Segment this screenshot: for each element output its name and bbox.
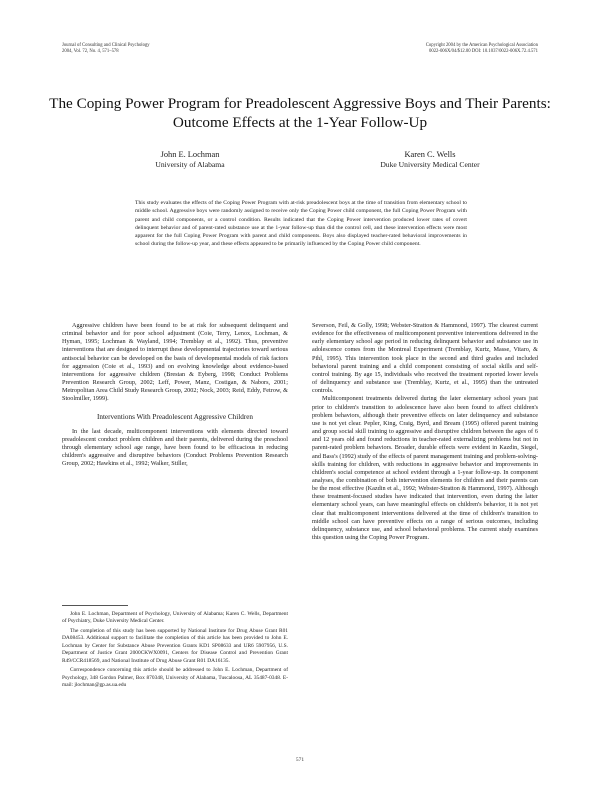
body-paragraph: Severson, Feil, & Golly, 1998; Webster-Stratton & Hammond, 1997). The clearest current evidence for the effectiveness of multicomponent preventive interventions delivered in the early elementary school age period in reducing delinquent behavior and substance use in adolescence comes from the Montreal Experiment (Tremblay, Kurtz, Masse, Vitaro, & Pihl, 1995). This intervention took place in the second and third grades and included behavioral parent training and a child component consisting of social skills and self-control training. By age 15, individuals who received the treatment reported lower levels of delinquency and substance use (Tremblay, Kurtz, et al., 1995) than the untreated controls. bbox=[312, 322, 538, 395]
author-name: John E. Lochman bbox=[160, 150, 220, 159]
footnotes bbox=[62, 605, 288, 692]
author-1 bbox=[120, 150, 260, 170]
paper-title: The Coping Power Program for Preadolescent Aggressive Boys and Their Parents: Outcome Effects at the 1-Year Follow-Up bbox=[49, 95, 551, 131]
page-number: 571 bbox=[295, 757, 305, 763]
journal-volume: 2004, Vol. 72, No. 4, 571–578 bbox=[62, 49, 119, 54]
footnote-funding: The completion of this study has been supported by National Institute for Drug Abuse Grant R01 DA08453. Additional support to facilitate the completion of this article has been provided to John E. Lochman by Center for Substance Abuse Prevention Grants KD1 SP08633 and UR6 5907956, U.S. Department of Justice Grant 2000CKWX0091, Centers for Disease Control and Prevention Grant R49/CCR418569, and National Institute of Drug Abuse Grant R01 DA16135. bbox=[62, 627, 288, 664]
author-2 bbox=[350, 150, 510, 170]
right-column bbox=[312, 322, 538, 542]
footnote-correspondence: Correspondence concerning this article should be addressed to John E. Lochman, Department of Psychology, 348 Gordon Palmer, Box 870348, University of Alabama, Tuscaloosa, AL 35487-0348. E-mail: jlochman@gp.as.ua.edu bbox=[62, 667, 288, 689]
running-header-right bbox=[426, 43, 538, 55]
footnote-rule bbox=[62, 605, 128, 606]
doi-line: 0022-006X/04/$12.00 DOI: 10.1037/0022-006X.72.4.571 bbox=[429, 49, 538, 54]
body-paragraph: Multicomponent treatments delivered during the later elementary school years just prior to children's transition to adolescence have also been found to affect children's problem behaviors, although their preventive effects on later delinquency and substance use is not yet clear. Pepler, King, Craig, Byrd, and Bream (1995) offered parent training and group social skill training to aggressive and disruptive children between the ages of 6 and 12 years old and found reductions in teacher-rated externalizing problems but not in parent-rated problem behaviors. Broader, durable effects were evident in Kazdin, Siegel, and Bass's (1992) study of the effects of parent management training and problem-solving-skills training for children, with reductions in aggressive behavior and improvements in children's social competence at school evident through a 1-year follow-up. In component analyses, the combination of both intervention elements for children and their parents can be the most effective (Kazdin et al., 1992; Webster-Stratton & Hammond, 1997). Although these treatment-focused studies have indicated that intervention, even during the latter elementary school years, can have meaningful effects on children's behavior, it is not yet clear that multicomponent interventions delivered at the time of children's transition to middle school can have preventive effects on a range of serious outcomes, including delinquency, substance use, and school behavioral problems. The current study examines this question using the Coping Power Program. bbox=[312, 395, 538, 542]
abstract: This study evaluates the effects of the Coping Power Program with at-risk preadolescent boys at the time of transition from elementary school to middle school. Aggressive boys were randomly assigned to receive only the Coping Power child component, the full Coping Power Program with parent and child components, or a control condition. Results indicated that the Coping Power intervention produced lower rates of covert delinquent behavior and of parent-rated substance use at the 1-year follow-up than did the control cell, and these intervention effects were most apparent for the full Coping Power Program with parent and child components. Boys also displayed teacher-rated behavioral improvements in school during the follow-up year, and these effects appeared to be primarily influenced by the Coping Power child component. bbox=[135, 200, 467, 248]
left-column bbox=[62, 322, 288, 469]
body-paragraph: In the last decade, multicomponent interventions with elements directed toward preadolescent conduct problem children and their parents, delivered during the preschool through elementary school age range, have been found to be efficacious in reducing children's aggressive and disruptive behaviors (Conduct Problems Prevention Research Group, 2002; Hawkins et al., 1992; Walker, Stiller, bbox=[62, 427, 288, 468]
running-header-left bbox=[62, 43, 150, 55]
author-affiliation: University of Alabama bbox=[155, 160, 225, 169]
copyright-line: Copyright 2004 by the American Psychological Association bbox=[425, 43, 538, 48]
journal-name: Journal of Consulting and Clinical Psychology bbox=[62, 43, 150, 48]
author-name: Karen C. Wells bbox=[404, 150, 456, 159]
body-paragraph: Aggressive children have been found to be at risk for subsequent delinquent and criminal behavior and for poor school adjustment (Coie, Terry, Lenox, Lochman, & Hyman, 1995; Lochman & Wayland, 1994; Tremblay et al., 1992). Thus, preventive interventions that are designed to interrupt these developmental trajectories toward serious antisocial behavior can be developed on the basis of developmental models of risk factors for aggression (Coie et al., 1993) and on evolving knowledge about evidence-based interventions for aggressive children (Brestan & Eyberg, 1998; Conduct Problems Prevention Research Group, 2002; Leff, Power, Manz, Costigan, & Nabors, 2001; Metropolitan Area Child Study Research Group, 2002; Nock, 2003; Reid, Eddy, Fetrow, & Stoolmiller, 1999). bbox=[62, 322, 288, 403]
section-heading: Interventions With Preadolescent Aggressive Children bbox=[96, 412, 254, 421]
author-affiliation: Duke University Medical Center bbox=[380, 160, 480, 169]
footnote-affiliations: John E. Lochman, Department of Psychology, University of Alabama; Karen C. Wells, Department of Psychiatry, Duke University Medical Center. bbox=[62, 611, 288, 625]
